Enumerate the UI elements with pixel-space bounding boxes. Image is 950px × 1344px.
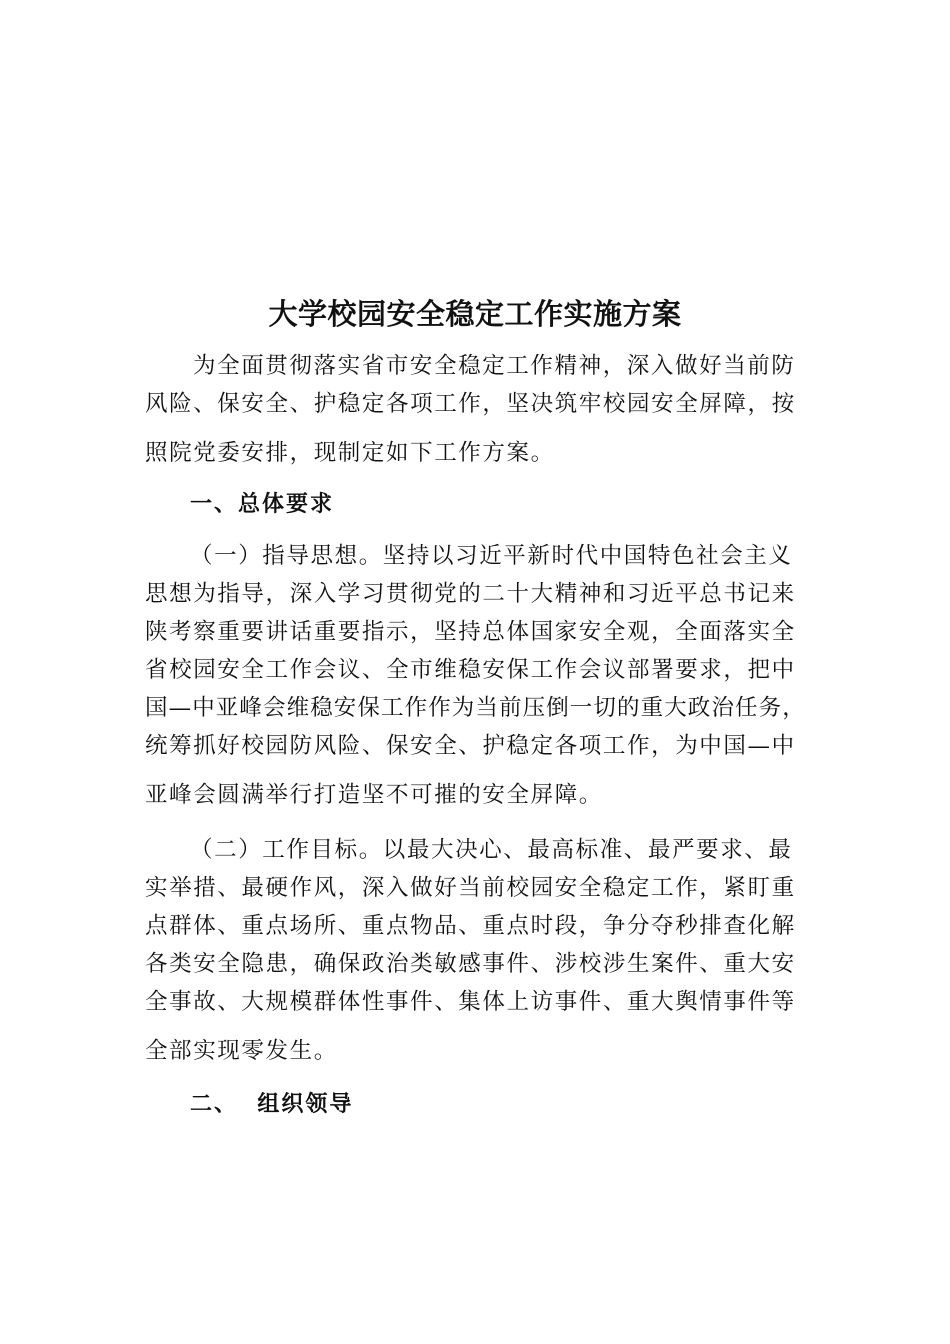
paragraph-line: 实举措、最硬作风，深入做好当前校园安全稳定工作，紧盯重	[145, 875, 796, 901]
paragraph-line: （一）指导思想。坚持以习近平新时代中国特色社会主义	[190, 543, 793, 569]
paragraph-line: （二）工作目标。以最大决心、最高标准、最严要求、最	[190, 837, 793, 863]
paragraph-line: 点群体、重点场所、重点物品、重点时段，争分夺秒排查化解	[145, 913, 796, 939]
paragraph-line: 思想为指导，深入学习贯彻党的二十大精神和习近平总书记来	[145, 581, 796, 607]
paragraph-line: 统筹抓好校园防风险、保安全、护稳定各项工作，为中国—中	[145, 733, 796, 759]
paragraph-line: 省校园安全工作会议、全市维稳安保工作会议部署要求，把中	[145, 657, 796, 683]
paragraph-line: 风险、保安全、护稳定各项工作，坚决筑牢校园安全屏障，按	[145, 391, 796, 417]
paragraph-line: 各类安全隐患，确保政治类敏感事件、涉校涉生案件、重大安	[145, 951, 796, 977]
paragraph-line: 亚峰会圆满举行打造坚不可摧的安全屏障。	[145, 782, 603, 808]
paragraph-line: 国—中亚峰会维稳安保工作作为当前压倒一切的重大政治任务，	[145, 695, 806, 721]
paragraph-line: 为全面贯彻落实省市安全稳定工作精神，深入做好当前防	[193, 353, 796, 379]
document-title: 大学校园安全稳定工作实施方案	[268, 297, 682, 331]
paragraph-line: 全事故、大规模群体性事件、集体上访事件、重大舆情事件等	[145, 989, 796, 1015]
paragraph-line: 照院党委安排，现制定如下工作方案。	[145, 440, 555, 466]
section-heading-organizational-leadership: 二、 组织领导	[190, 1091, 354, 1117]
paragraph-line: 全部实现零发生。	[145, 1038, 338, 1064]
section-heading-general-requirements: 一、总体要求	[190, 491, 335, 517]
paragraph-line: 陕考察重要讲话重要指示，坚持总体国家安全观，全面落实全	[145, 619, 796, 645]
